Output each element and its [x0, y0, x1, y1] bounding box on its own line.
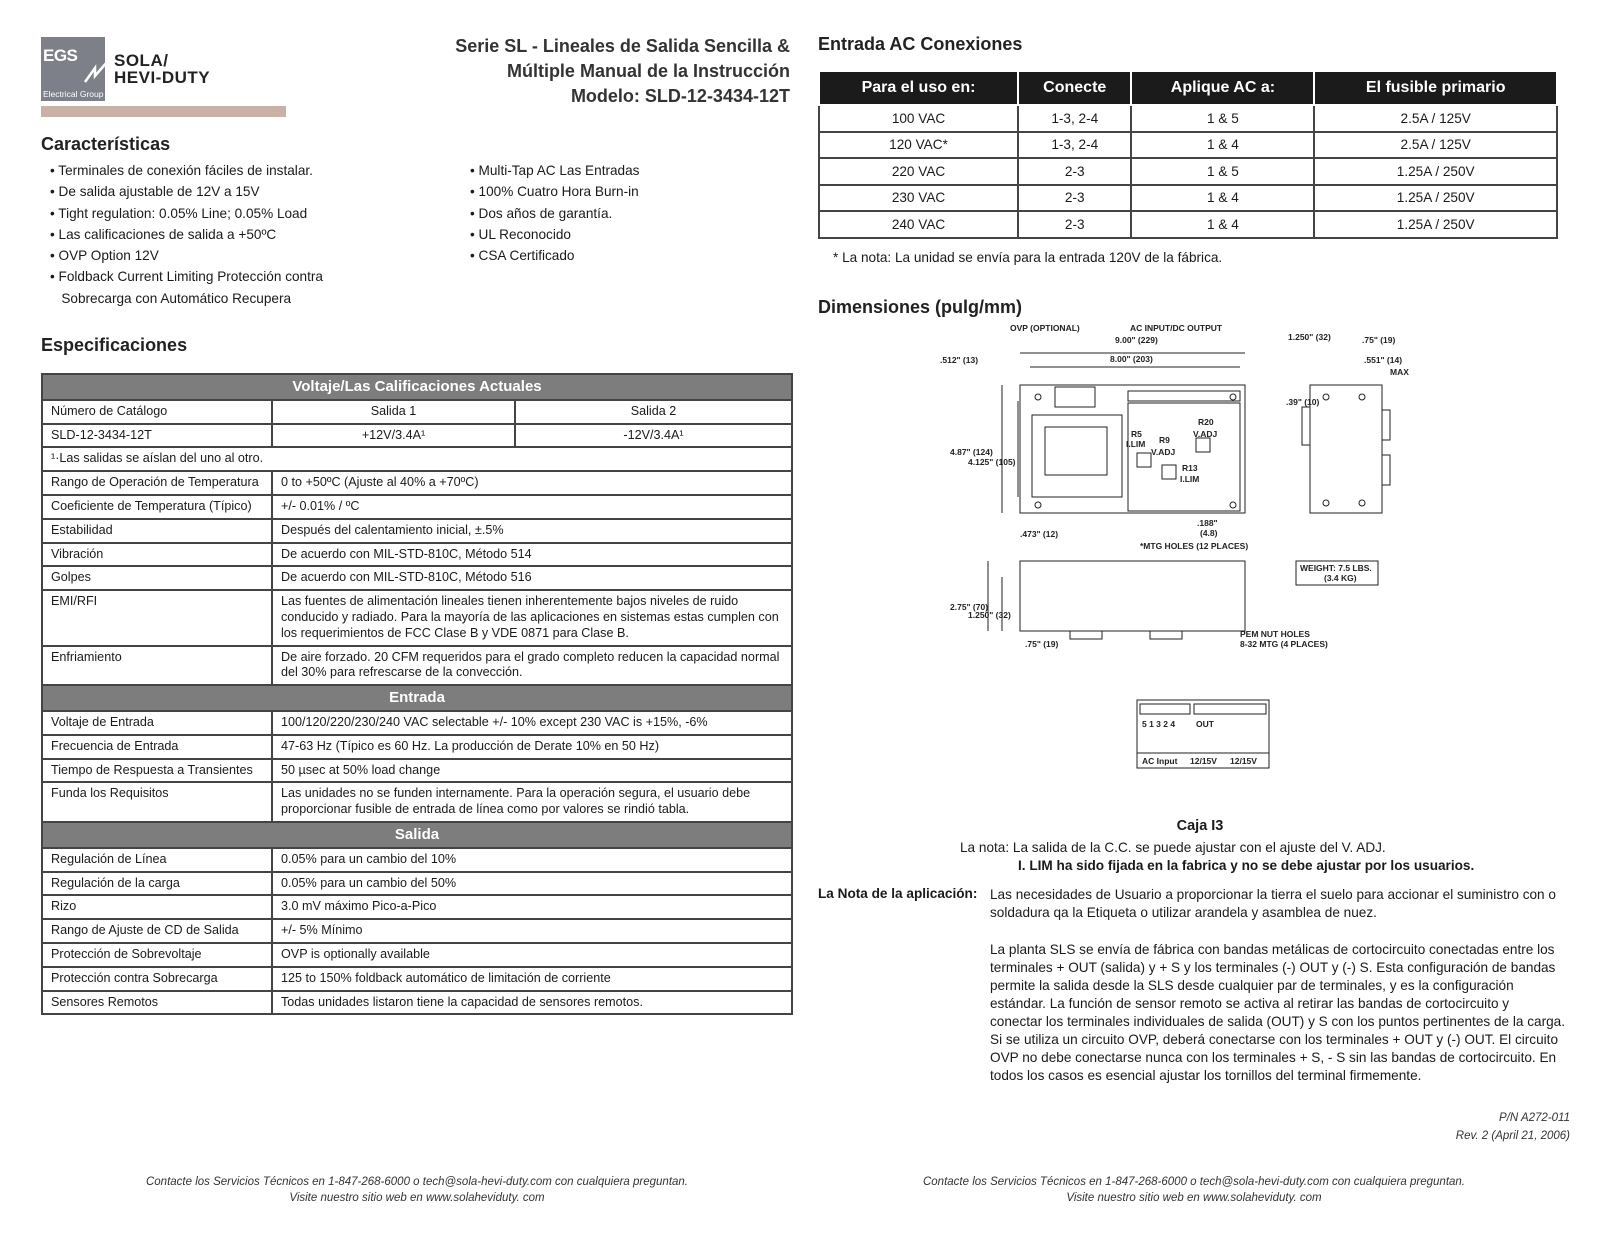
table-row: EMI/RFI Las fuentes de alimentación lineales tienen inherentemente bajos niveles de ruido conducido y radiado. Para la mayoría de las aplicaciones en sistemas estas cumplen con los requerimientos de FCC Clase B y VDE 0871 para Clase B. — [42, 590, 792, 645]
label-1215a: 12/15V — [1190, 756, 1217, 766]
label-275: 2.75" (70) — [950, 602, 989, 612]
specs-heading: Especificaciones — [41, 335, 188, 355]
label-1250: 1.250" (32) — [1288, 332, 1331, 342]
logo-bar — [41, 106, 286, 117]
dims-note-1: La nota: La salida de la C.C. se puede ajustar con el ajuste del V. ADJ. — [960, 840, 1386, 855]
label-ilim1: I.LIM — [1126, 439, 1146, 449]
table-row: Funda los Requisitos Las unidades no se funden internamente. Para la operación segura, el usuario debe proporcionar fusible de entrada de línea como por valores se rindió tabla. — [42, 782, 792, 822]
label-r13: R13 — [1182, 463, 1198, 473]
table-row: 240 VAC 2-3 1 & 4 1.25A / 250V — [819, 211, 1557, 238]
label-ilim2: I.LIM — [1180, 474, 1200, 484]
label-473: .473" (12) — [1020, 529, 1059, 539]
section-input: Entrada — [42, 685, 792, 711]
label-ac-input: AC INPUT/DC OUTPUT — [1130, 323, 1223, 333]
label-terminal-numbers: 5 1 3 2 4 — [1142, 719, 1176, 729]
feature-item: • Foldback Current Limiting Protección contra — [50, 269, 323, 285]
features-left-list — [50, 160, 323, 309]
feature-item: • Multi-Tap AC Las Entradas — [470, 163, 640, 178]
label-vadj2: V.ADJ — [1193, 429, 1218, 439]
feature-item: • De salida ajustable de 12V a 15V — [50, 184, 260, 200]
specs-table — [41, 373, 793, 1015]
table-row: Estabilidad Después del calentamiento inicial, ±.5% — [42, 519, 792, 543]
logo-egs: EGS — [43, 46, 78, 65]
ac-table — [818, 70, 1558, 239]
document-title: Serie SL - Lineales de Salida Sencilla & Múltiple Manual de la Instrucción Modelo: SLD-12-3434-12T — [455, 36, 790, 106]
table-row: Número de Catálogo Salida 1 Salida 2 — [42, 400, 792, 424]
label-pem-mtg: 8-32 MTG (4 PLACES) — [1240, 639, 1328, 649]
label-39: .39" (10) — [1286, 397, 1320, 407]
table-row: Rizo 3.0 mV máximo Pico-a-Pico — [42, 895, 792, 919]
app-note-p1: Las necesidades de Usuario a proporcionar la tierra el suelo para accionar el suministro con o soldadura qa la Etiqueta o utilizar arandela y asamblea de nuez. — [990, 887, 1556, 920]
label-weight: WEIGHT: 7.5 LBS. — [1300, 563, 1372, 573]
part-number: P/N A272-011 Rev. 2 (April 21, 2006) — [1455, 1112, 1570, 1142]
label-ovp: OVP (OPTIONAL) — [1010, 323, 1080, 333]
feature-item: Sobrecarga con Automático Recupera — [50, 290, 292, 306]
table-row: Vibración De acuerdo con MIL-STD-810C, Método 514 — [42, 543, 792, 567]
label-4125: 4.125" (105) — [968, 457, 1016, 467]
table-row: 120 VAC* 1-3, 2-4 1 & 4 2.5A / 125V — [819, 132, 1557, 159]
label-weight-kg: (3.4 KG) — [1324, 573, 1357, 583]
label-188: .188" — [1197, 518, 1218, 528]
feature-item: • Las calificaciones de salida a +50ºC — [50, 226, 277, 242]
table-row: Voltaje de Entrada 100/120/220/230/240 VAC selectable +/- 10% except 230 VAC is +15%, -6% — [42, 711, 792, 735]
table-row: SLD-12-3434-12T +12V/3.4A¹ -12V/3.4A¹ — [42, 424, 792, 448]
table-row: Protección de Sobrevoltaje OVP is optionally available — [42, 943, 792, 967]
label-ac-input-block: AC Input — [1142, 756, 1178, 766]
label-r9: R9 — [1159, 435, 1170, 445]
table-row: 100 VAC 1-3, 2-4 1 & 5 2.5A / 125V — [819, 105, 1557, 132]
logo-group: Electrical Group — [43, 89, 104, 99]
table-row: Sensores Remotos Todas unidades listaron tiene la capacidad de sensores remotos. — [42, 991, 792, 1015]
table-row — [42, 447, 792, 471]
table-row: Protección contra Sobrecarga 125 to 150% foldback automático de limitación de corriente — [42, 967, 792, 991]
dims-note-2: I. LIM ha sido fijada en la fabrica y no se debe ajustar por los usuarios. — [1018, 858, 1475, 873]
app-note-label: La Nota de la aplicación: — [818, 886, 978, 901]
table-row: 220 VAC 2-3 1 & 5 1.25A / 250V — [819, 158, 1557, 185]
label-800: 8.00" (203) — [1110, 354, 1153, 364]
feature-item: • Dos años de garantía. — [470, 205, 613, 221]
column-header: Para el uso en: — [819, 71, 1018, 105]
feature-item: • OVP Option 12V — [50, 248, 159, 264]
label-mtg: *MTG HOLES (12 PLACES) — [1140, 541, 1249, 551]
table-row: Tiempo de Respuesta a Transientes 50 µsec at 50% load change — [42, 759, 792, 783]
table-row: Coeficiente de Temperatura (Típico) +/- 0.01% / ºC — [42, 495, 792, 519]
section-ratings: Voltaje/Las Calificaciones Actuales — [42, 374, 792, 400]
feature-item: • Tight regulation: 0.05% Line; 0.05% Load — [50, 205, 308, 221]
isolation-note: ¹·Las salidas se aíslan del uno al otro. — [42, 447, 792, 471]
table-row: Rango de Operación de Temperatura 0 to +50ºC (Ajuste al 40% a +70ºC) — [42, 471, 792, 495]
label-48: (4.8) — [1200, 528, 1218, 538]
label-512: .512" (13) — [940, 355, 979, 365]
label-900: 9.00" (229) — [1115, 335, 1158, 345]
column-header: El fusible primario — [1314, 71, 1557, 105]
table-row: Regulación de Línea 0.05% para un cambio del 10% — [42, 848, 792, 872]
table-row: Regulación de la carga 0.05% para un cambio del 50% — [42, 872, 792, 896]
table-row: Frecuencia de Entrada 47-63 Hz (Típico es 60 Hz. La producción de Derate 10% en 50 Hz) — [42, 735, 792, 759]
feature-item: • UL Reconocido — [470, 226, 571, 242]
label-551: .551" (14) — [1364, 355, 1403, 365]
logo-bolt-icon — [83, 60, 109, 84]
table-row: Enfriamiento De aire forzado. 20 CFM requeridos para el grado completo reducen la capacidad normal del 30% para refrescarse de la convección. — [42, 646, 792, 686]
ac-note: * La nota: La unidad se envía para la entrada 120V de la fábrica. — [833, 250, 1223, 265]
label-1250b: 1.250" (32) — [968, 610, 1011, 620]
dimension-drawing — [940, 323, 1409, 795]
logo-brand: SOLA/ HEVI-DUTY — [114, 51, 211, 87]
label-487: 4.87" (124) — [950, 447, 993, 457]
section-output: Salida — [42, 822, 792, 848]
table-row: 230 VAC 2-3 1 & 4 1.25A / 250V — [819, 185, 1557, 212]
table-row: Golpes De acuerdo con MIL-STD-810C, Método 516 — [42, 566, 792, 590]
label-1215b: 12/15V — [1230, 756, 1257, 766]
feature-item: • 100% Cuatro Hora Burn-in — [470, 184, 639, 200]
label-max: MAX — [1390, 367, 1409, 377]
label-75-top: .75" (19) — [1362, 335, 1396, 345]
table-row: Rango de Ajuste de CD de Salida +/- 5% Mínimo — [42, 919, 792, 943]
ac-heading: Entrada AC Conexiones — [818, 34, 1023, 54]
feature-item: • Terminales de conexión fáciles de instalar. — [50, 163, 313, 178]
label-out: OUT — [1196, 719, 1214, 729]
feature-item: • CSA Certificado — [470, 248, 575, 264]
features-heading: Características — [41, 134, 171, 154]
footer-right: Contacte los Servicios Técnicos en 1-847-268-6000 o tech@sola-hevi-duty.com con cualquiera preguntan. Visite nuestro sitio web en www.solaheviduty. com — [922, 1176, 1466, 1204]
caja-label: Caja I3 — [1176, 818, 1224, 834]
label-r20: R20 — [1198, 417, 1214, 427]
app-note-p2: La planta SLS se envía de fábrica con bandas metálicas de cortocircuito conectadas entre los terminales + OUT (salida) y + S y los terminales (-) OUT y (-) S. Esta configuración de bandas permite la salida desde la SLS desde cualquier par de terminales, y es la configuración estándar. La función de sensor remoto se activa al retirar las bandas de cortocircuito y conectar los terminales individuales de salida (OUT) y S con los puntos pertinentes de la carga. Si se utiliza un circuito OVP, deberá conectarse con los terminales + OUT y (-) OUT. El circuito OVP no debe conectarse nunca con los terminales + S, - S sin las bandas de cortocircuito. En todos los casos es esencial ajustar los tornillos del terminal firmemente. — [990, 942, 1566, 1083]
dims-heading: Dimensiones (pulg/mm) — [818, 297, 1023, 317]
label-pem: PEM NUT HOLES — [1240, 629, 1310, 639]
column-header: Aplique AC a: — [1131, 71, 1314, 105]
label-r5: R5 — [1131, 429, 1142, 439]
column-header: Conecte — [1018, 71, 1131, 105]
footer-left: Contacte los Servicios Técnicos en 1-847-268-6000 o tech@sola-hevi-duty.com con cualquiera preguntan. Visite nuestro sitio web en www.solaheviduty. com — [145, 1176, 689, 1204]
label-75-bottom: .75" (19) — [1025, 639, 1059, 649]
features-right-list — [470, 160, 639, 266]
label-vadj1: V.ADJ — [1151, 447, 1176, 457]
